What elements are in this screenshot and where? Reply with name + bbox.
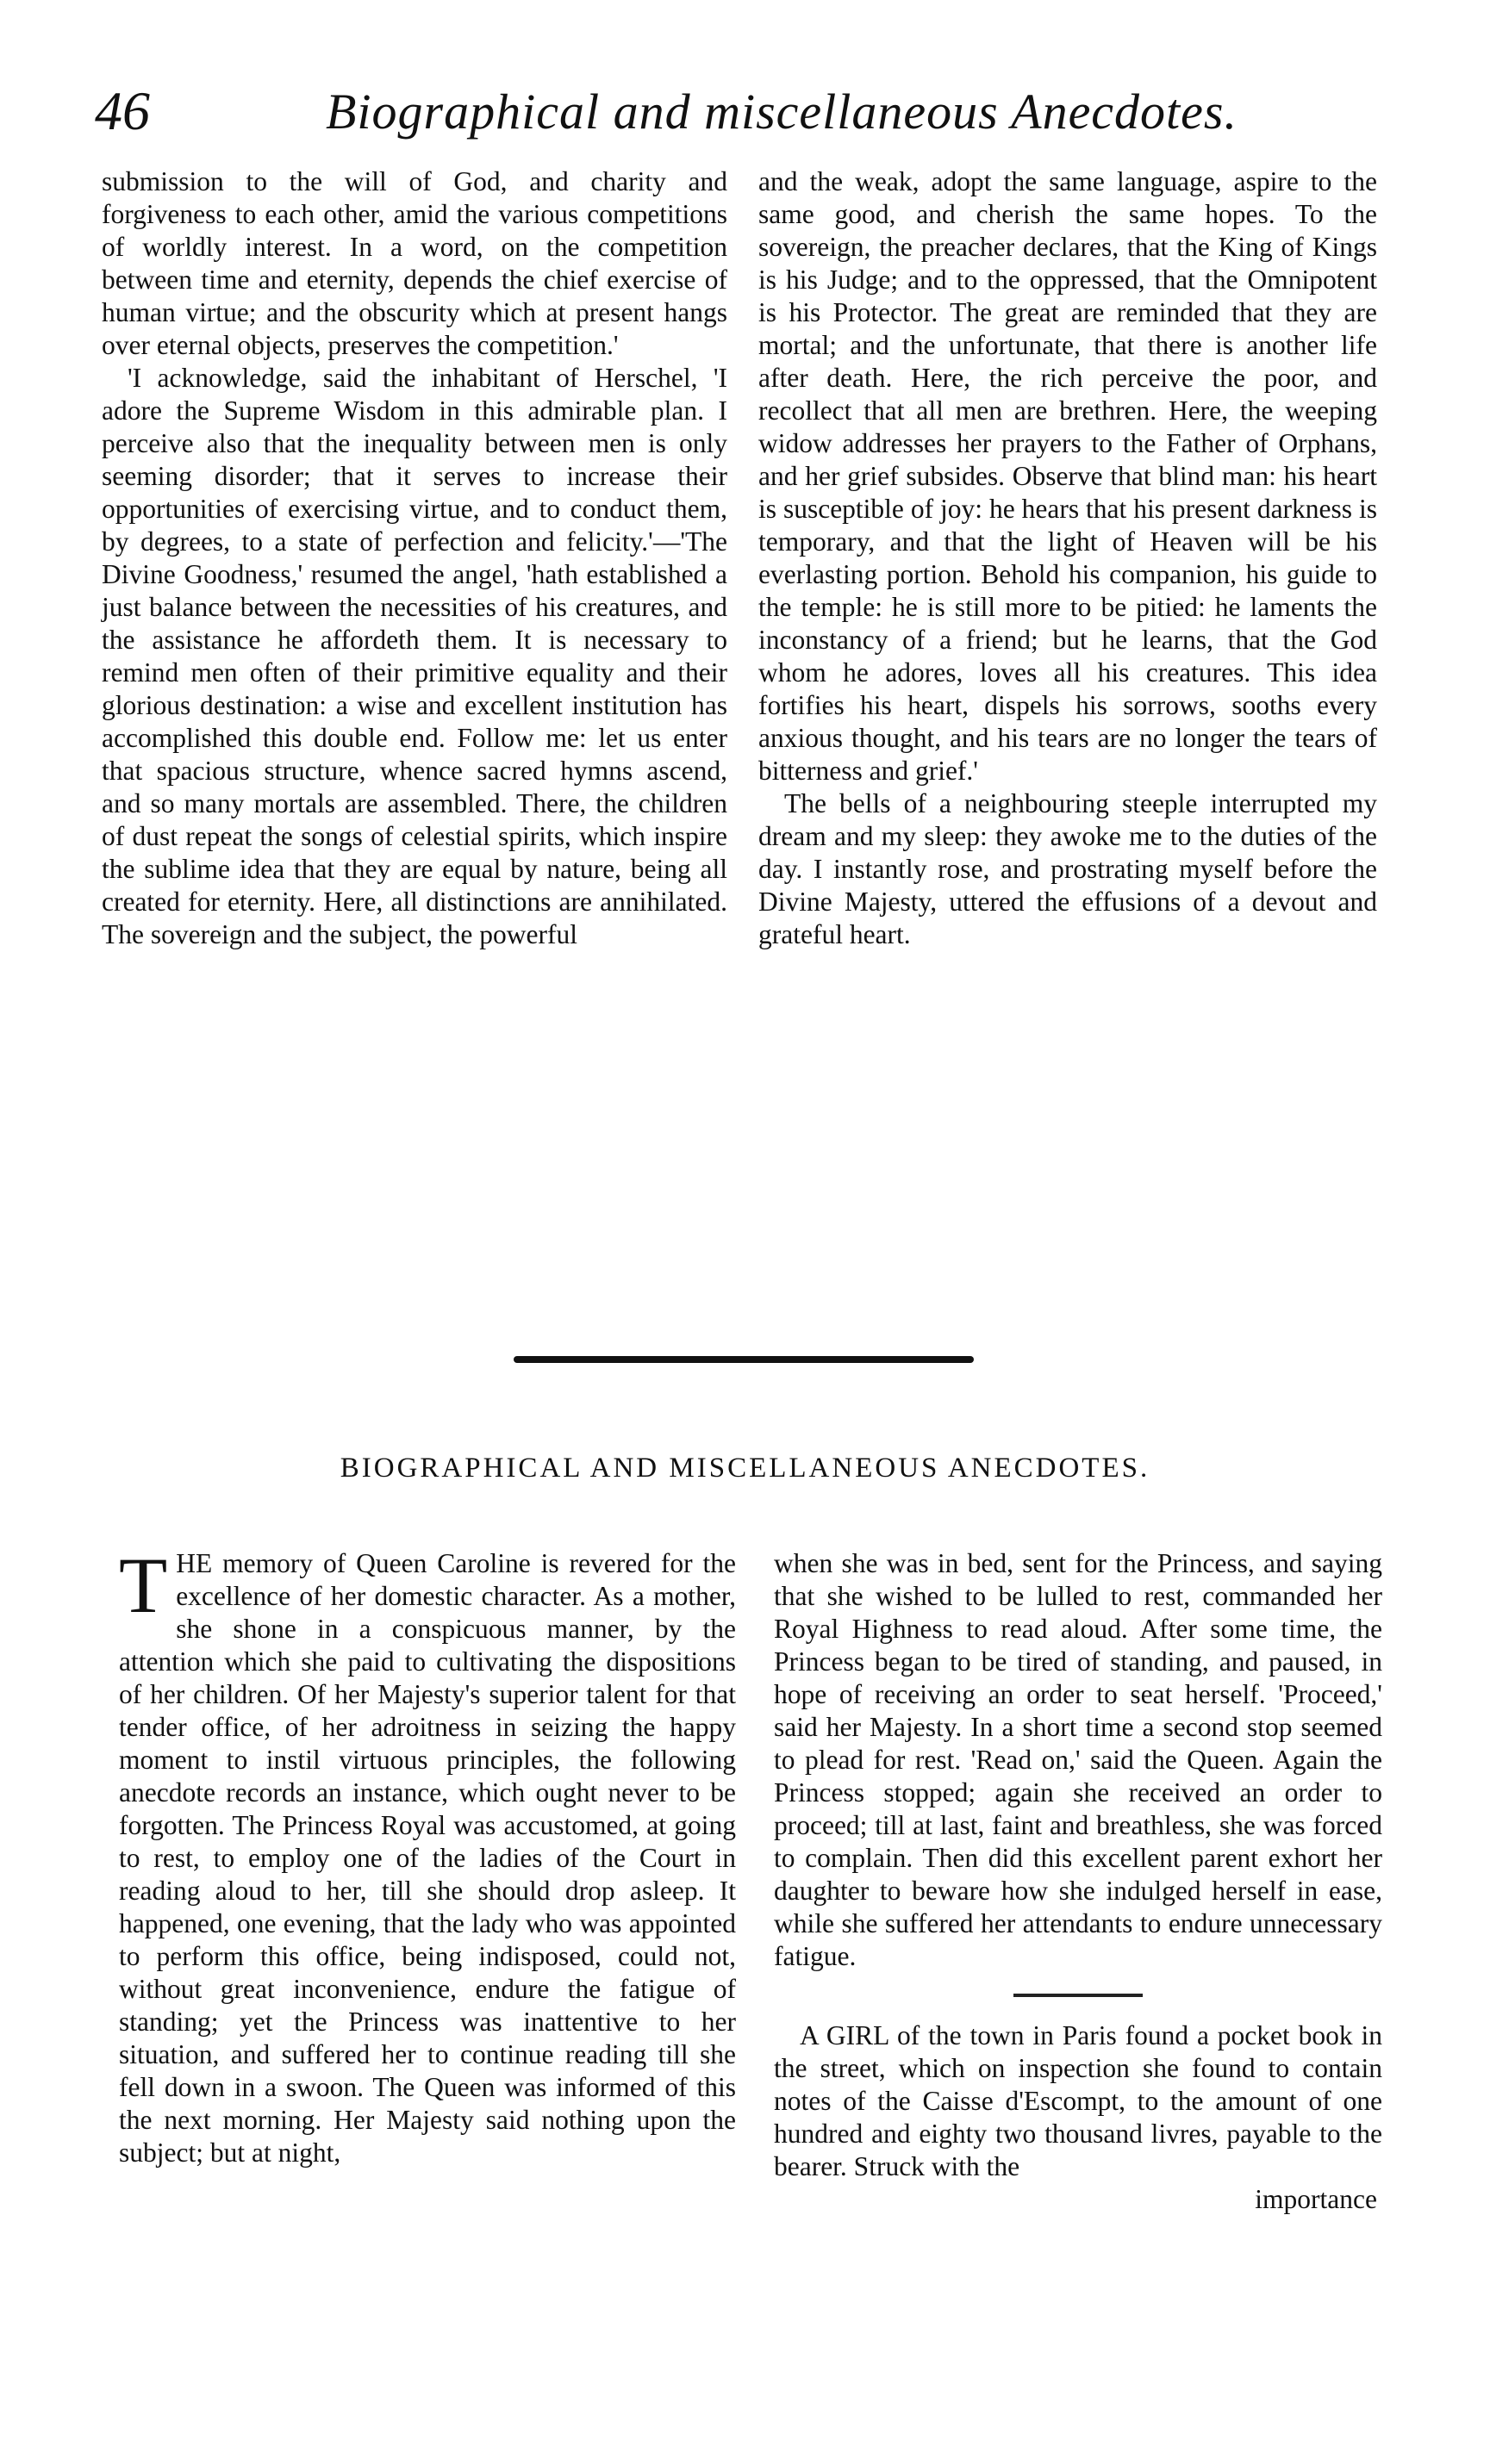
- section-divider-rule: [514, 1356, 974, 1363]
- drop-cap: T: [119, 1541, 168, 1629]
- paragraph-text: HE memory of Queen Caroline is revered for the excellence of her domestic character. As a mother, she shone in a conspicuous manner, by the attention which she paid to cultivating the dispositions of her children. Of her Majesty's superior talent for that tender office, of her adroitness in seizing the happy moment to instil virtuous principles, the following anecdote records an instance, which ought never to be forgotten. The Princess Royal was accustomed, at going to rest, to employ one of the ladies of the Court in reading aloud to her, till she should drop asleep. It happened, one evening, that the lady who was appointed to perform this office, being indisposed, could not, without great inconvenience, endure the fatigue of standing; yet the Princess was inattentive to her situation, and suffered her to continue reading till she fell down in a swoon. The Queen was informed of this the next morning. Her Majesty said nothing upon the subject; but at night,: [119, 1548, 736, 2168]
- running-header: [95, 79, 1370, 157]
- bottom-left-column: [119, 1541, 736, 2169]
- anecdote-divider: [1013, 1994, 1143, 1997]
- paragraph: and the weak, adopt the same language, aspire to the same good, and cherish the same hopes. To the sovereign, the preacher declares, that the King of Kings is his Judge; and to the oppressed, that the Omnipotent is his Protector. The great are reminded that they are mortal; and the unfortunate, that there is another life after death. Here, the rich perceive the poor, and recollect that all men are brethren. Here, the weeping widow addresses her prayers to the Father of Orphans, and her grief subsides. Observe that blind man: his heart is susceptible of joy: he hears that his present darkness is temporary, and that the light of Heaven will be his everlasting portion. Behold his companion, his guide to the temple: he is still more to be pitied: he laments the inconstancy of a friend; but he learns, that the God whom he adores, loves all his creatures. This idea fortifies his heart, dispels his sorrows, sooths every anxious thought, and his tears are no longer the tears of bitterness and grief.': [758, 166, 1377, 786]
- paragraph: submission to the will of God, and charity and forgiveness to each other, amid the various competitions of worldly interest. In a word, on the competition between time and eternity, depends the chief exercise of human virtue; and the obscurity which at present hangs over eternal objects, preserves the competition.': [102, 166, 727, 360]
- top-left-column: [102, 165, 727, 951]
- top-right-column: [758, 165, 1377, 951]
- section-title: BIOGRAPHICAL AND MISCELLANEOUS ANECDOTES.: [340, 1453, 1150, 1484]
- paragraph: [119, 1541, 736, 2169]
- paragraph: when she was in bed, sent for the Princess, and saying that she wished to be lulled to rest, commanded her Royal Highness to read aloud. After some time, the Princess began to be tired of standing, and paused, in hope of receiving an order to seat herself. 'Proceed,' said her Majesty. In a short time a second stop seemed to plead for rest. 'Read on,' said the Queen. Again the Princess stopped; again she received an order to proceed; till at last, faint and breathless, she was forced to complain. Then did this excellent parent exhort her daughter to beware how she indulged herself in ease, while she suffered her attendants to endure unnecessary fatigue.: [774, 1548, 1382, 1971]
- paragraph: 'I acknowledge, said the inhabitant of Herschel, 'I adore the Supreme Wisdom in this admirable plan. I perceive also that the inequality between men is only seeming disorder; that it serves to increase their opportunities of exercising virtue, and to conduct them, by degrees, to a state of perfection and felicity.'—'The Divine Goodness,' resumed the angel, 'hath established a just balance between the necessities of his creatures, and the assistance he affordeth them. It is necessary to remind men often of their primitive equality and their glorious destination: a wise and excellent institution has accomplished this double end. Follow me: let us enter that spacious structure, whence sacred hymns ascend, and so many mortals are assembled. There, the children of dust repeat the songs of celestial spirits, which inspire the sublime idea that they are equal by nature, being all created for eternity. Here, all distinctions are annihilated. The sovereign and the subject, the powerful: [102, 363, 727, 949]
- bottom-right-column: [774, 1547, 1382, 2216]
- page-number: 46: [95, 80, 150, 141]
- paragraph: A GIRL of the town in Paris found a pocket book in the street, which on inspection she found to contain notes of the Caisse d'Escompt, to the amount of one hundred and eighty two thousand livres, payable to the bearer. Struck with the: [774, 2020, 1382, 2181]
- running-title: Biographical and miscellaneous Anecdotes.: [326, 84, 1238, 140]
- paragraph: The bells of a neighbouring steeple interrupted my dream and my sleep: they awoke me to the duties of the day. I instantly rose, and prostrating myself before the Divine Majesty, uttered the effusions of a devout and grateful heart.: [758, 788, 1377, 949]
- catchword: importance: [1255, 2184, 1377, 2214]
